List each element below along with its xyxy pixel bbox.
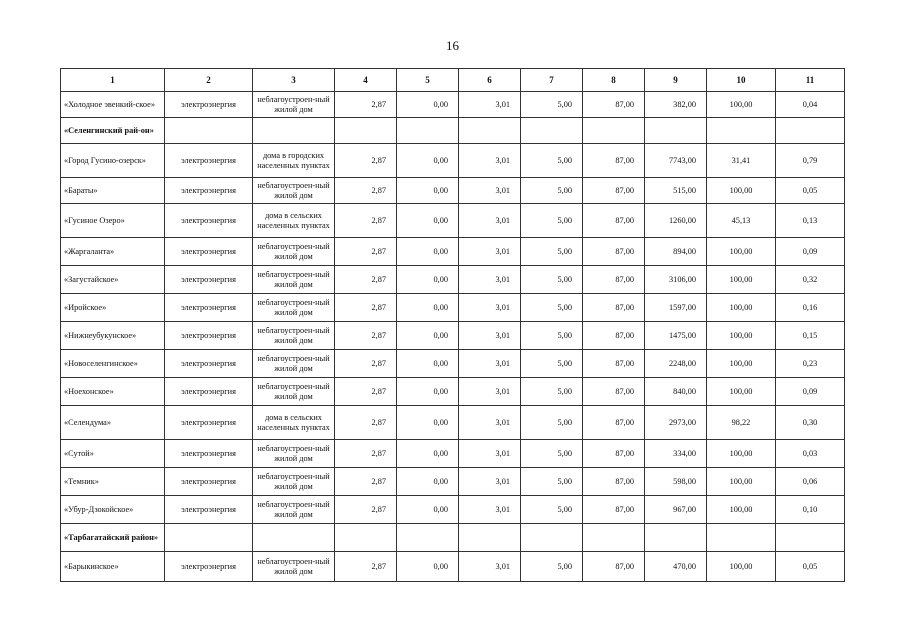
- value-cell: 87,00: [583, 92, 645, 118]
- table-row: [61, 294, 845, 322]
- value-cell: 2,87: [335, 238, 397, 266]
- resource-cell: электроэнергия: [165, 144, 253, 178]
- table-row: [61, 238, 845, 266]
- column-header: 1: [61, 69, 165, 92]
- value-cell: 2,87: [335, 204, 397, 238]
- value-cell: 0,03: [776, 440, 845, 468]
- settlement-cell: «Загустайское»: [61, 266, 165, 294]
- value-cell: 3,01: [459, 496, 521, 524]
- table-row: [61, 440, 845, 468]
- value-cell: 0,15: [776, 322, 845, 350]
- value-cell: 100,00: [707, 92, 776, 118]
- resource-cell: электроэнергия: [165, 406, 253, 440]
- table-body: [61, 92, 845, 582]
- value-cell: 87,00: [583, 406, 645, 440]
- value-cell: 87,00: [583, 440, 645, 468]
- value-cell: 0,10: [776, 496, 845, 524]
- resource-cell: электроэнергия: [165, 440, 253, 468]
- value-cell: [335, 118, 397, 144]
- table-row: [61, 92, 845, 118]
- value-cell: 2,87: [335, 350, 397, 378]
- value-cell: 0,00: [397, 144, 459, 178]
- value-cell: 5,00: [521, 238, 583, 266]
- table-row: [61, 266, 845, 294]
- value-cell: [459, 524, 521, 552]
- value-cell: 3,01: [459, 552, 521, 582]
- value-cell: 3106,00: [645, 266, 707, 294]
- resource-cell: электроэнергия: [165, 322, 253, 350]
- value-cell: 3,01: [459, 378, 521, 406]
- value-cell: [397, 118, 459, 144]
- housing-type-cell: неблагоустроен-ный жилой дом: [253, 552, 335, 582]
- value-cell: 2,87: [335, 266, 397, 294]
- value-cell: 0,13: [776, 204, 845, 238]
- value-cell: 3,01: [459, 144, 521, 178]
- resource-cell: электроэнергия: [165, 378, 253, 406]
- value-cell: [583, 118, 645, 144]
- column-header: 10: [707, 69, 776, 92]
- value-cell: 100,00: [707, 378, 776, 406]
- value-cell: 100,00: [707, 266, 776, 294]
- value-cell: 0,06: [776, 468, 845, 496]
- value-cell: 3,01: [459, 350, 521, 378]
- resource-cell: электроэнергия: [165, 350, 253, 378]
- value-cell: 894,00: [645, 238, 707, 266]
- value-cell: 87,00: [583, 144, 645, 178]
- value-cell: 100,00: [707, 496, 776, 524]
- housing-type-cell: неблагоустроен-ный жилой дом: [253, 378, 335, 406]
- housing-type-cell: неблагоустроен-ный жилой дом: [253, 468, 335, 496]
- value-cell: 0,00: [397, 552, 459, 582]
- column-header: 3: [253, 69, 335, 92]
- value-cell: 2,87: [335, 92, 397, 118]
- value-cell: 3,01: [459, 238, 521, 266]
- resource-cell: электроэнергия: [165, 204, 253, 238]
- settlement-cell: «Город Гусино-озерск»: [61, 144, 165, 178]
- value-cell: 0,00: [397, 238, 459, 266]
- value-cell: 2248,00: [645, 350, 707, 378]
- housing-type-cell: неблагоустроен-ный жилой дом: [253, 294, 335, 322]
- value-cell: 3,01: [459, 322, 521, 350]
- table-row: [61, 178, 845, 204]
- value-cell: [335, 524, 397, 552]
- value-cell: 5,00: [521, 496, 583, 524]
- settlement-cell: «Нижнеубукунское»: [61, 322, 165, 350]
- settlement-cell: «Новоселенгинское»: [61, 350, 165, 378]
- value-cell: 3,01: [459, 92, 521, 118]
- value-cell: 2,87: [335, 406, 397, 440]
- value-cell: 382,00: [645, 92, 707, 118]
- value-cell: [645, 524, 707, 552]
- value-cell: 100,00: [707, 322, 776, 350]
- value-cell: 2,87: [335, 440, 397, 468]
- value-cell: 2,87: [335, 552, 397, 582]
- table-row: [61, 468, 845, 496]
- value-cell: 100,00: [707, 468, 776, 496]
- housing-type-cell: [253, 524, 335, 552]
- settlement-cell: «Гусиное Озеро»: [61, 204, 165, 238]
- housing-type-cell: [253, 118, 335, 144]
- settlement-cell: «Сутой»: [61, 440, 165, 468]
- resource-cell: электроэнергия: [165, 552, 253, 582]
- value-cell: 5,00: [521, 322, 583, 350]
- column-header: 5: [397, 69, 459, 92]
- value-cell: 2,87: [335, 178, 397, 204]
- value-cell: [459, 118, 521, 144]
- table-row: [61, 322, 845, 350]
- settlement-cell: «Ноехонское»: [61, 378, 165, 406]
- value-cell: 0,23: [776, 350, 845, 378]
- housing-type-cell: неблагоустроен-ный жилой дом: [253, 178, 335, 204]
- resource-cell: электроэнергия: [165, 238, 253, 266]
- value-cell: 3,01: [459, 204, 521, 238]
- value-cell: [645, 118, 707, 144]
- value-cell: 87,00: [583, 496, 645, 524]
- value-cell: 0,00: [397, 350, 459, 378]
- value-cell: [776, 524, 845, 552]
- value-cell: 5,00: [521, 552, 583, 582]
- resource-cell: [165, 118, 253, 144]
- value-cell: [583, 524, 645, 552]
- column-header: 6: [459, 69, 521, 92]
- value-cell: [397, 524, 459, 552]
- value-cell: 3,01: [459, 294, 521, 322]
- value-cell: 7743,00: [645, 144, 707, 178]
- value-cell: 5,00: [521, 468, 583, 496]
- housing-type-cell: неблагоустроен-ный жилой дом: [253, 92, 335, 118]
- value-cell: 0,00: [397, 468, 459, 496]
- settlement-cell: «Селенгинский рай-он»: [61, 118, 165, 144]
- value-cell: 0,00: [397, 92, 459, 118]
- housing-type-cell: неблагоустроен-ный жилой дом: [253, 440, 335, 468]
- value-cell: 87,00: [583, 204, 645, 238]
- value-cell: [707, 524, 776, 552]
- value-cell: 98,22: [707, 406, 776, 440]
- value-cell: 334,00: [645, 440, 707, 468]
- table-row: [61, 204, 845, 238]
- value-cell: 3,01: [459, 440, 521, 468]
- district-row: [61, 524, 845, 552]
- value-cell: 100,00: [707, 440, 776, 468]
- value-cell: 87,00: [583, 468, 645, 496]
- value-cell: [707, 118, 776, 144]
- table-row: [61, 378, 845, 406]
- value-cell: 3,01: [459, 178, 521, 204]
- value-cell: 87,00: [583, 294, 645, 322]
- settlement-cell: «Убур-Дзокойское»: [61, 496, 165, 524]
- value-cell: 5,00: [521, 266, 583, 294]
- column-header: 2: [165, 69, 253, 92]
- value-cell: 2,87: [335, 468, 397, 496]
- housing-type-cell: неблагоустроен-ный жилой дом: [253, 350, 335, 378]
- value-cell: 967,00: [645, 496, 707, 524]
- value-cell: 5,00: [521, 92, 583, 118]
- settlement-cell: «Барыкинское»: [61, 552, 165, 582]
- value-cell: 5,00: [521, 406, 583, 440]
- resource-cell: [165, 524, 253, 552]
- table-row: [61, 406, 845, 440]
- value-cell: 0,30: [776, 406, 845, 440]
- district-row: [61, 118, 845, 144]
- value-cell: 100,00: [707, 178, 776, 204]
- value-cell: 87,00: [583, 322, 645, 350]
- value-cell: 2,87: [335, 294, 397, 322]
- value-cell: 0,00: [397, 294, 459, 322]
- column-header: 8: [583, 69, 645, 92]
- value-cell: 2,87: [335, 378, 397, 406]
- value-cell: 1260,00: [645, 204, 707, 238]
- settlement-cell: «Иройское»: [61, 294, 165, 322]
- value-cell: 515,00: [645, 178, 707, 204]
- value-cell: 100,00: [707, 350, 776, 378]
- value-cell: 31,41: [707, 144, 776, 178]
- value-cell: 0,00: [397, 406, 459, 440]
- value-cell: 5,00: [521, 294, 583, 322]
- resource-cell: электроэнергия: [165, 468, 253, 496]
- value-cell: [776, 118, 845, 144]
- value-cell: 3,01: [459, 468, 521, 496]
- table-row: [61, 144, 845, 178]
- value-cell: 2,87: [335, 496, 397, 524]
- value-cell: [521, 118, 583, 144]
- column-header: 7: [521, 69, 583, 92]
- settlement-cell: «Темник»: [61, 468, 165, 496]
- value-cell: 5,00: [521, 378, 583, 406]
- value-cell: 45,13: [707, 204, 776, 238]
- value-cell: 0,00: [397, 204, 459, 238]
- value-cell: 0,00: [397, 378, 459, 406]
- value-cell: 87,00: [583, 350, 645, 378]
- value-cell: 100,00: [707, 238, 776, 266]
- table-row: [61, 496, 845, 524]
- settlement-cell: «Холодное эвенкий-ское»: [61, 92, 165, 118]
- column-header: 11: [776, 69, 845, 92]
- column-header: 4: [335, 69, 397, 92]
- value-cell: 0,00: [397, 496, 459, 524]
- value-cell: 0,05: [776, 178, 845, 204]
- value-cell: 2,87: [335, 144, 397, 178]
- housing-type-cell: неблагоустроен-ный жилой дом: [253, 322, 335, 350]
- data-table: [60, 68, 845, 582]
- value-cell: 0,00: [397, 178, 459, 204]
- value-cell: 3,01: [459, 266, 521, 294]
- value-cell: 0,09: [776, 378, 845, 406]
- housing-type-cell: неблагоустроен-ный жилой дом: [253, 266, 335, 294]
- value-cell: 0,00: [397, 322, 459, 350]
- settlement-cell: «Бараты»: [61, 178, 165, 204]
- resource-cell: электроэнергия: [165, 178, 253, 204]
- value-cell: 87,00: [583, 552, 645, 582]
- page-number: 16: [446, 38, 459, 53]
- table-row: [61, 552, 845, 582]
- value-cell: 5,00: [521, 204, 583, 238]
- table-row: [61, 350, 845, 378]
- value-cell: 840,00: [645, 378, 707, 406]
- value-cell: 5,00: [521, 178, 583, 204]
- resource-cell: электроэнергия: [165, 92, 253, 118]
- housing-type-cell: дома в сельских населенных пунктах: [253, 204, 335, 238]
- value-cell: 3,01: [459, 406, 521, 440]
- value-cell: 87,00: [583, 266, 645, 294]
- value-cell: 100,00: [707, 552, 776, 582]
- value-cell: 0,16: [776, 294, 845, 322]
- header-row: [61, 69, 845, 92]
- value-cell: 598,00: [645, 468, 707, 496]
- value-cell: 470,00: [645, 552, 707, 582]
- value-cell: 5,00: [521, 440, 583, 468]
- resource-cell: электроэнергия: [165, 266, 253, 294]
- value-cell: 5,00: [521, 350, 583, 378]
- resource-cell: электроэнергия: [165, 294, 253, 322]
- value-cell: 87,00: [583, 238, 645, 266]
- housing-type-cell: неблагоустроен-ный жилой дом: [253, 238, 335, 266]
- value-cell: 0,04: [776, 92, 845, 118]
- value-cell: 1597,00: [645, 294, 707, 322]
- value-cell: 0,09: [776, 238, 845, 266]
- value-cell: 1475,00: [645, 322, 707, 350]
- value-cell: 0,79: [776, 144, 845, 178]
- settlement-cell: «Тарбагатайский район»: [61, 524, 165, 552]
- value-cell: 0,00: [397, 266, 459, 294]
- housing-type-cell: неблагоустроен-ный жилой дом: [253, 496, 335, 524]
- value-cell: 0,05: [776, 552, 845, 582]
- value-cell: 100,00: [707, 294, 776, 322]
- value-cell: 2973,00: [645, 406, 707, 440]
- value-cell: 87,00: [583, 378, 645, 406]
- value-cell: 87,00: [583, 178, 645, 204]
- value-cell: [521, 524, 583, 552]
- settlement-cell: «Жаргаланта»: [61, 238, 165, 266]
- housing-type-cell: дома в городских населенных пунктах: [253, 144, 335, 178]
- value-cell: 0,32: [776, 266, 845, 294]
- housing-type-cell: дома в сельских населенных пунктах: [253, 406, 335, 440]
- settlement-cell: «Селендума»: [61, 406, 165, 440]
- resource-cell: электроэнергия: [165, 496, 253, 524]
- value-cell: 0,00: [397, 440, 459, 468]
- value-cell: 5,00: [521, 144, 583, 178]
- column-header: 9: [645, 69, 707, 92]
- value-cell: 2,87: [335, 322, 397, 350]
